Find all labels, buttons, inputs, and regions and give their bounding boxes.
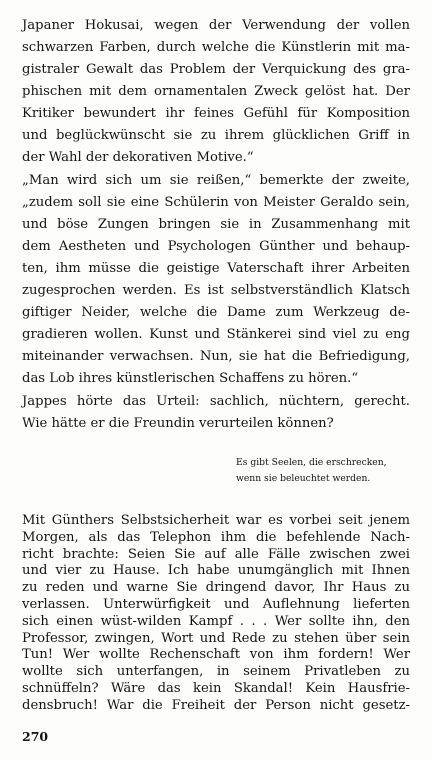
text-line: phischen mit dem ornamentalen Zweck gelöst hat. Der bbox=[22, 84, 410, 99]
text-line: schnüffeln? Wäre das kein Skandal! Kein Hausfrie- bbox=[22, 681, 410, 696]
text-line: wollte sich unterfangen, in seinem Privatleben zu bbox=[22, 664, 410, 680]
text-line: giftiger Neider, welche die Dame zum Werkzeug de- bbox=[22, 305, 410, 320]
text-line: Kritiker bewundert ihr feines Gefühl für Komposition bbox=[22, 106, 410, 121]
text-line: Tun! Wer wollte Rechenschaft von ihm fordern! Wer bbox=[22, 647, 410, 663]
text-line: der Wahl der dekorativen Motive.“ bbox=[22, 150, 254, 165]
text-line: das Lob ihres künstlerischen Schaffens zu hören.“ bbox=[22, 371, 359, 386]
text-line: „zudem soll sie eine Schülerin von Meister Geraldo sein, bbox=[22, 195, 410, 210]
text-line: zugesprochen werden. Es ist selbstverständlich Klatsch bbox=[22, 283, 410, 298]
text-line: und böse Zungen bringen sie in Zusammenhang mit bbox=[22, 217, 410, 232]
text-line: Mit Günthers Selbstsicherheit war es vorbei seit jenem bbox=[22, 513, 410, 528]
text-line: „Man wird sich um sie reißen,“ bemerkte der zweite, bbox=[22, 173, 410, 188]
text-line: Wie hätte er die Freundin verurteilen können? bbox=[22, 416, 334, 431]
text-line: schwarzen Farben, durch welche die Künstlerin mit ma- bbox=[22, 40, 410, 55]
text-line: und beglückwünscht sie zu ihrem glücklichen Griff in bbox=[22, 128, 410, 143]
text-line: densbruch! War die Freiheit der Person nicht gesetz- bbox=[22, 697, 410, 713]
text-line: miteinander verwachsen. Nun, sie hat die Befriedigung, bbox=[22, 349, 410, 364]
text-line: sich einen wüst-wilden Kampf . . . Wer sollte ihn, den bbox=[22, 613, 410, 629]
text-line: und vier zu Hause. Ich habe unumgänglich mit Ihnen bbox=[22, 563, 410, 579]
text-line: Jappes hörte das Urteil: sachlich, nüchtern, gerecht. bbox=[22, 394, 410, 409]
text-line: Morgen, als das Telephon ihm die befehlende Nach- bbox=[22, 529, 410, 545]
text-line: Japaner Hokusai, wegen der Verwendung der vollen bbox=[22, 18, 410, 33]
text-line: gradieren wollen. Kunst und Stänkerei sind viel zu eng bbox=[22, 327, 410, 342]
text-line: gistraler Gewalt das Problem der Verquickung des gra- bbox=[22, 62, 410, 77]
motto-line: wenn sie beleuchtet werden. bbox=[236, 473, 371, 484]
text-line: Professor, zwingen, Wort und Rede zu stehen über sein bbox=[22, 630, 410, 646]
text-line: richt brachte: Seien Sie auf alle Fälle zwischen zwei bbox=[22, 546, 410, 562]
motto-line: Es gibt Seelen, die erschrecken, bbox=[236, 457, 387, 468]
text-line: zu reden und warne Sie dringend davor, Ihr Haus zu bbox=[22, 580, 410, 596]
text-line: ten, ihm müsse die geistige Vaterschaft ihrer Arbeiten bbox=[22, 261, 410, 276]
text-line: verlassen. Unterwürfigkeit und Auflehnung lieferten bbox=[22, 597, 410, 612]
page-number: 270 bbox=[22, 728, 49, 744]
text-line: dem Aestheten und Psychologen Günther und behaup- bbox=[22, 239, 410, 254]
